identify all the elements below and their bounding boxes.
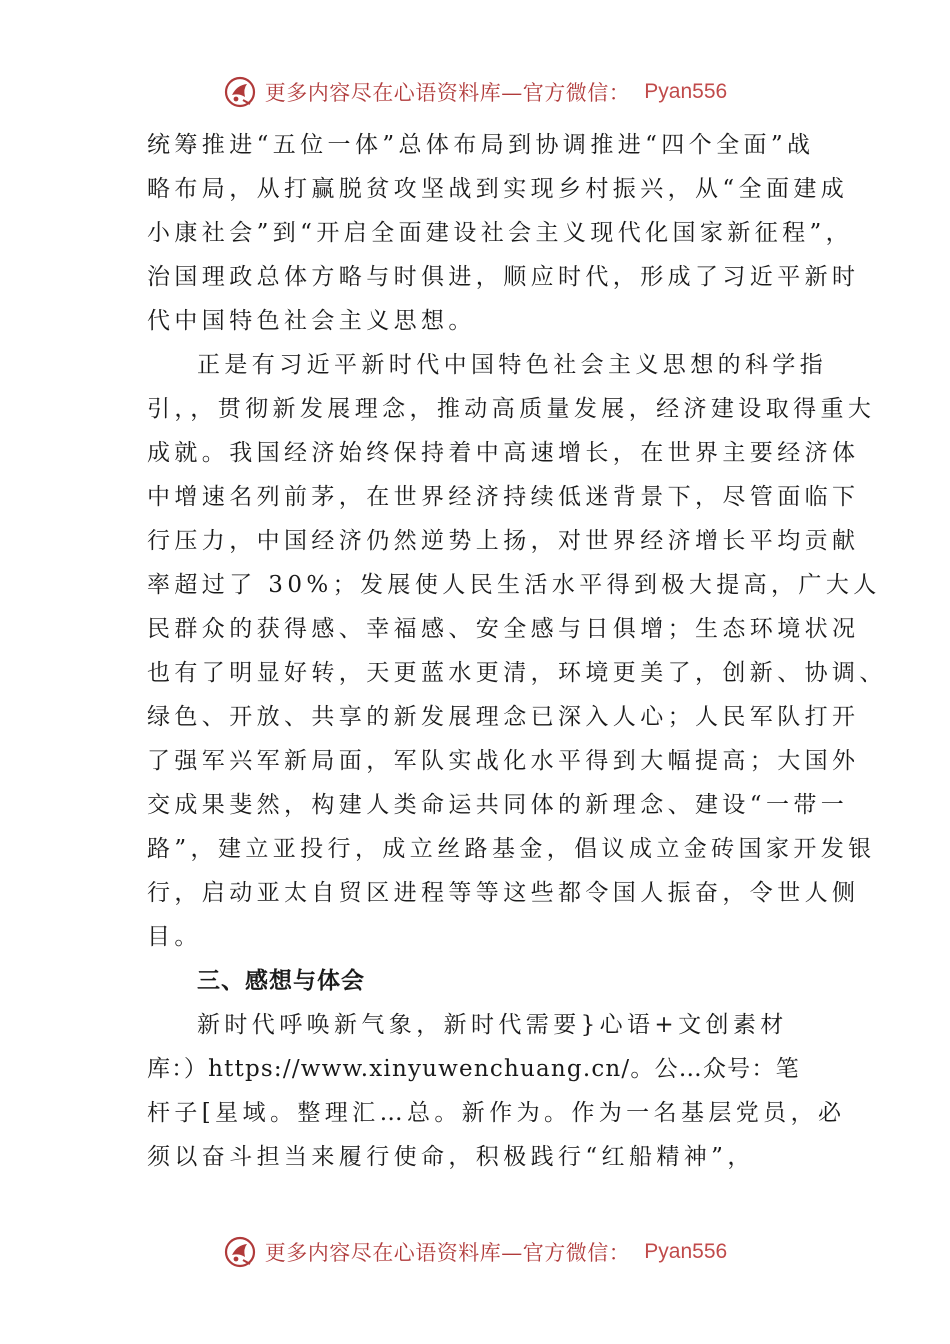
text-line: 代中国特色社会主义思想。	[147, 308, 476, 334]
text-line: 治国理政总体方略与时俱进，顺应时代，形成了习近平新时	[147, 264, 860, 290]
watermark-text: 更多内容尽在心语资料库—官方微信：	[264, 1241, 631, 1265]
text-line: 了强军兴军新局面，军队实战化水平得到大幅提高；大国外	[147, 748, 860, 774]
watermark-text: 更多内容尽在心语资料库—官方微信：	[264, 81, 631, 105]
text-line: 路”，建立亚投行，成立丝路基金，倡议成立金砖国家开发银	[147, 836, 876, 862]
brand-logo-icon	[223, 1235, 257, 1269]
footer-watermark	[0, 1232, 950, 1272]
text-line: 率超过了 30%；发展使人民生活水平得到极大提高，广大人	[147, 572, 881, 598]
watermark-wechat-id: Pyan556	[644, 1240, 728, 1263]
text-line: 交成果斐然，构建人类命运共同体的新理念、建设“一带一	[147, 792, 849, 818]
text-line: 行压力，中国经济仍然逆势上扬，对世界经济增长平均贡献	[147, 528, 860, 554]
section-heading: 三、感想与体会	[197, 968, 365, 994]
text-line: 小康社会”到“开启全面建设社会主义现代化国家新征程”，	[147, 220, 854, 246]
text-line: 也有了明显好转，天更蓝水更清，环境更美了，创新、协调、	[147, 660, 887, 686]
text-line: 成就。我国经济始终保持着中高速增长，在世界主要经济体	[147, 440, 860, 466]
text-line: 引，，贯彻新发展理念，推动高质量发展，经济建设取得重大	[147, 396, 876, 422]
text-line: 绿色、开放、共享的新发展理念已深入人心；人民军队打开	[147, 704, 860, 730]
text-line: 中增速名列前茅，在世界经济持续低迷背景下，尽管面临下	[147, 484, 860, 510]
text-line: 统筹推进“五位一体”总体布局到协调推进“四个全面”战	[147, 132, 815, 158]
brand-logo-icon	[223, 75, 257, 109]
text-line: 新时代呼唤新气象，新时代需要}心语+文创素材	[197, 1012, 788, 1038]
text-line: 略布局，从打赢脱贫攻坚战到实现乡村振兴，从“全面建成	[147, 176, 849, 202]
text-line: 行，启动亚太自贸区进程等等这些都令国人振奋，令世人侧	[147, 880, 860, 906]
text-line: 库：）https://www.xinyuwenchuang.cn/。公…众号：笔	[147, 1056, 800, 1082]
text-line: 正是有习近平新时代中国特色社会主义思想的科学指	[197, 352, 828, 378]
header-watermark	[0, 72, 950, 112]
text-line: 民群众的获得感、幸福感、安全感与日俱增；生态环境状况	[147, 616, 860, 642]
watermark-wechat-id: Pyan556	[644, 80, 728, 103]
text-line: 须以奋斗担当来履行使命，积极践行“红船精神”，	[147, 1144, 755, 1170]
text-line: 目。	[147, 924, 202, 950]
text-line: 杆子[星域。整理汇…总。新作为。作为一名基层党员，必	[147, 1100, 846, 1126]
